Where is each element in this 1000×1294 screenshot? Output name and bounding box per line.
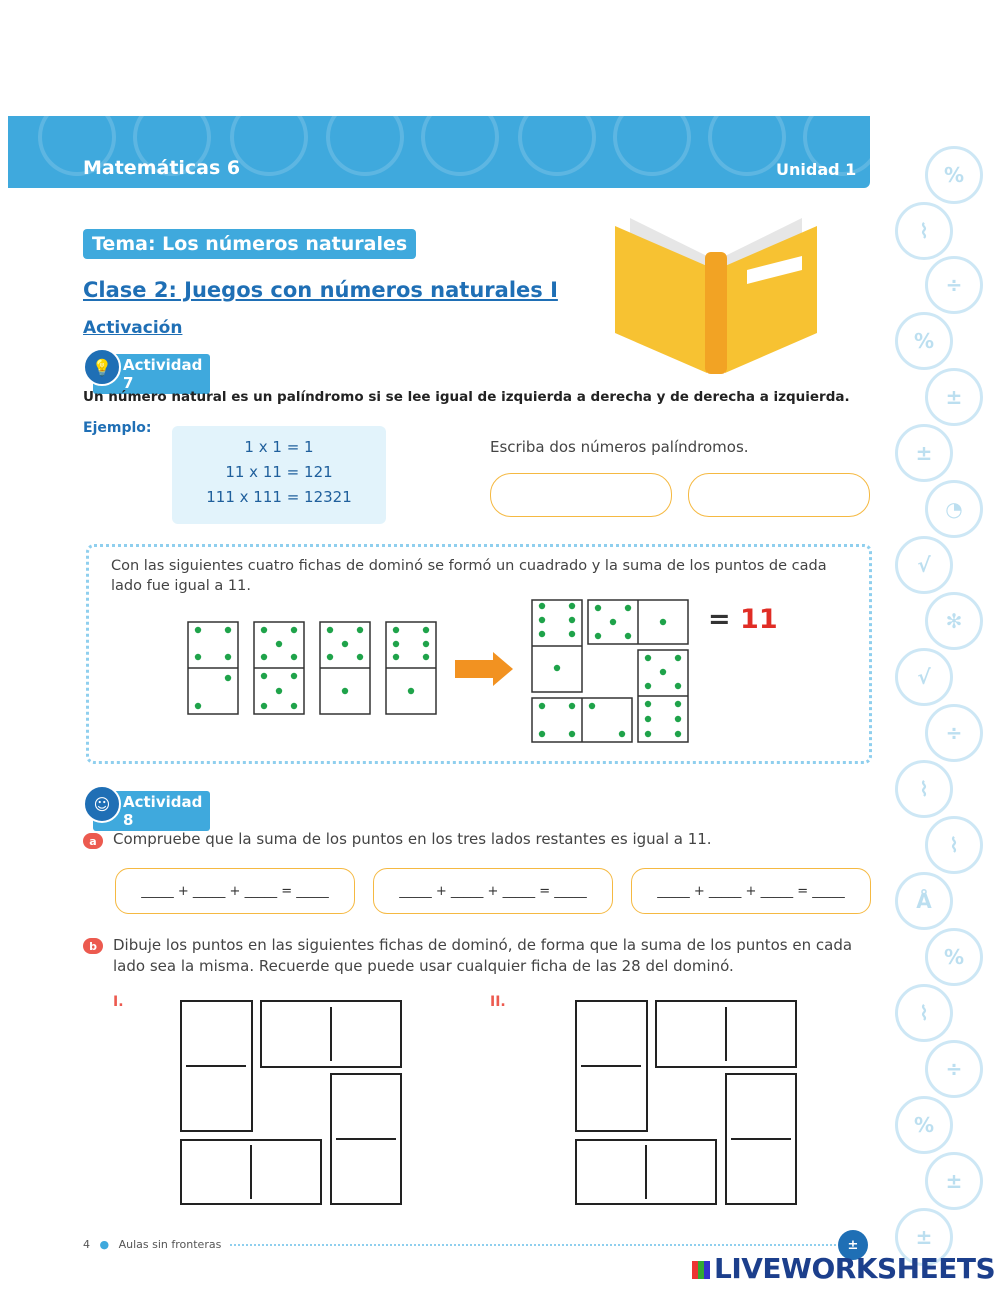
domino-square-exercise-ii[interactable] — [575, 1000, 799, 1208]
lesson-title: Clase 2: Juegos con números naturales I — [83, 278, 558, 302]
operators-watermark-icon: ± — [895, 1208, 953, 1266]
domino-tile — [638, 650, 688, 742]
item-b-instruction: Dibuje los puntos en las siguientes fichas de dominó, de forma que la suma de los puntos en cada lado sea la misma. Recuerde que puede usar cualquier ficha de las 28 del dominó. — [113, 936, 853, 975]
sum-answer-3-input[interactable]: _____ + _____ + _____ = _____ — [631, 868, 871, 914]
percent-watermark-icon: % — [895, 1096, 953, 1154]
book-title: Matemáticas 6 — [83, 157, 241, 179]
example-label: Ejemplo: — [83, 420, 152, 436]
lightbulb-icon: 💡 — [83, 348, 121, 386]
chart-watermark-icon: ⌇ — [895, 984, 953, 1042]
operators-watermark-icon: ± — [895, 424, 953, 482]
sqrt-watermark-icon: √ — [895, 648, 953, 706]
operators-watermark-icon: ± — [925, 1152, 983, 1210]
fraction-watermark-icon: ÷ — [925, 256, 983, 314]
footer-divider — [230, 1244, 836, 1246]
activity-8-label: Actividad 8 — [93, 791, 210, 831]
operators-watermark-icon: ± — [925, 368, 983, 426]
percent-watermark-icon: % — [925, 146, 983, 204]
domino-tile — [588, 600, 688, 644]
example-line: 1 x 1 = 1 — [244, 438, 314, 456]
chart-watermark-icon: ⌇ — [895, 760, 953, 818]
triangle-deco-icon — [326, 116, 404, 176]
domino-tile — [386, 622, 436, 714]
compass-watermark-icon: Å — [895, 872, 953, 930]
item-a-instruction: Compruebe que la suma de los puntos en los tres lados restantes es igual a 11. — [113, 830, 712, 848]
item-a-bullet: a — [83, 833, 103, 849]
activity-7-label: Actividad 7 — [93, 354, 210, 394]
domino-explanation: Con las siguientes cuatro fichas de dominó se formó un cuadrado y la suma de los puntos de cada lado fue igual a 11. — [111, 558, 827, 594]
pie-watermark-icon: ◔ — [925, 480, 983, 538]
topic-heading: Tema: Los números naturales — [83, 229, 416, 259]
arrow-right-icon — [455, 652, 513, 686]
example-line: 111 x 111 = 12321 — [206, 488, 352, 506]
book-illustration — [612, 208, 822, 376]
domino-tile — [532, 698, 632, 742]
calculator-badge-icon: ± — [838, 1230, 868, 1260]
item-b-bullet: b — [83, 938, 103, 954]
logo-mark-icon — [692, 1261, 710, 1279]
page-footer — [83, 1238, 221, 1251]
activation-heading: Activación — [83, 318, 183, 338]
fraction-watermark-icon: ÷ — [925, 704, 983, 762]
compass-deco-icon — [421, 116, 499, 176]
palindrome-answer-2-input[interactable] — [688, 473, 870, 517]
sum-answer-2-input[interactable]: _____ + _____ + _____ = _____ — [373, 868, 613, 914]
domino-tile — [320, 622, 370, 714]
gear-watermark-icon: ✻ — [925, 592, 983, 650]
domino-illustration — [180, 594, 700, 750]
percent-watermark-icon: % — [925, 928, 983, 986]
exercise-i-label: I. — [113, 994, 124, 1010]
domino-square-exercise-i[interactable] — [180, 1000, 404, 1208]
fraction-watermark-icon: ÷ — [925, 1040, 983, 1098]
footer-bullet-icon: ● — [99, 1238, 110, 1251]
chart-watermark-icon: ⌇ — [925, 816, 983, 874]
example-box — [172, 426, 386, 524]
footer-text: Aulas sin fronteras — [118, 1238, 222, 1251]
chat-head-icon: ☺ — [83, 785, 121, 823]
cube-deco-icon — [230, 116, 308, 176]
domino-tile — [532, 600, 582, 692]
unit-label: Unidad 1 — [776, 160, 857, 179]
domino-tile — [188, 622, 238, 714]
domino-tile — [254, 622, 304, 714]
sum-equals-eleven: = 11 — [708, 604, 778, 635]
brand-text: LIVEWORKSHEETS — [714, 1252, 996, 1285]
operators-deco-icon — [518, 116, 596, 176]
palindrome-prompt: Escriba dos números palíndromos. — [490, 438, 749, 456]
example-line: 11 x 11 = 121 — [225, 463, 333, 481]
palindrome-answer-1-input[interactable] — [490, 473, 672, 517]
exercise-ii-label: II. — [490, 994, 506, 1010]
chart-watermark-icon: ⌇ — [895, 202, 953, 260]
sum-value: 11 — [740, 604, 778, 635]
calculator-deco-icon — [613, 116, 691, 176]
percent-watermark-icon: % — [895, 312, 953, 370]
palindrome-definition: Un número natural es un palíndromo si se lee igual de izquierda a derecha y de derecha a izquierda. — [83, 389, 850, 405]
percent-deco-icon — [708, 116, 786, 176]
sum-answer-1-input[interactable]: _____ + _____ + _____ = _____ — [115, 868, 355, 914]
liveworksheets-logo — [692, 1252, 995, 1285]
page-number: 4 — [83, 1238, 90, 1251]
sqrt-watermark-icon: √ — [895, 536, 953, 594]
